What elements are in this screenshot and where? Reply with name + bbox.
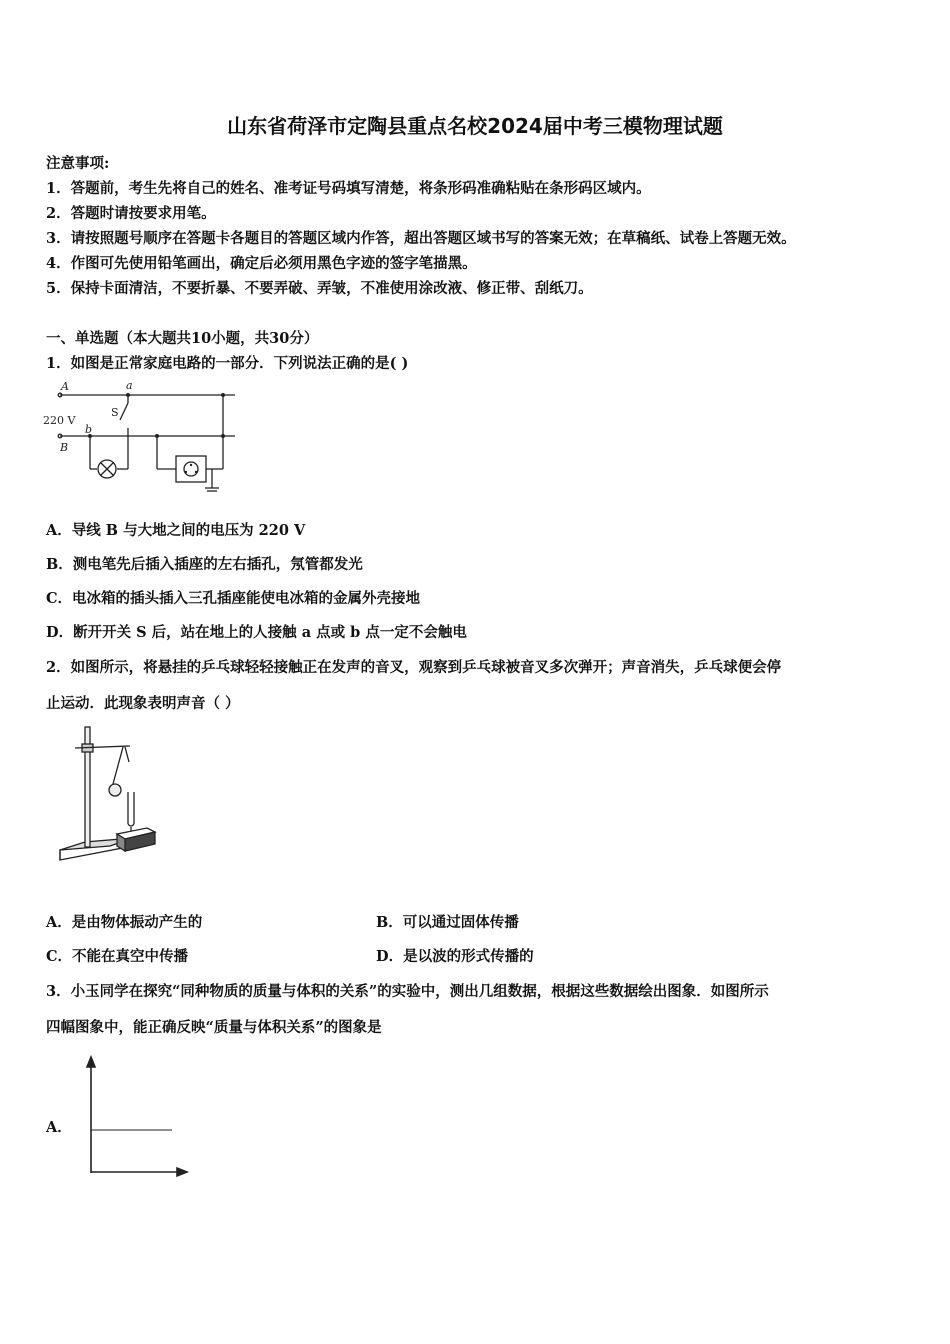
q2-option-c: C．不能在真空中传播 bbox=[46, 948, 189, 965]
tuning-fork-figure bbox=[55, 722, 165, 872]
q2-stem-line1: 2．如图所示，将悬挂的乒乓球轻轻接触正在发声的音叉，观察到乒乓球被音叉多次弹开；声音消失，乒乓球便会停 bbox=[46, 659, 782, 676]
q2-option-b: B．可以通过固体传播 bbox=[376, 914, 519, 931]
label-B: B bbox=[60, 441, 69, 454]
notice-item: 4．作图可先使用铅笔画出，确定后必须用黑色字迹的签字笔描黑。 bbox=[46, 255, 477, 272]
notice-item: 3．请按照题号顺序在答题卡各题目的答题区域内作答，超出答题区域书写的答案无效；在草稿纸、试卷上答题无效。 bbox=[46, 230, 796, 247]
notice-item: 2．答题时请按要求用笔。 bbox=[46, 205, 216, 222]
notice-heading: 注意事项: bbox=[46, 155, 110, 172]
label-a: a bbox=[126, 379, 133, 392]
section-heading: 一、单选题（本大题共10小题，共30分） bbox=[46, 330, 319, 347]
q3-stem-line1: 3．小玉同学在探究“同种物质的质量与体积的关系”的实验中，测出几组数据，根据这些数据绘出图象．如图所示 bbox=[46, 983, 769, 1000]
q2-stem-line2: 止运动．此现象表明声音（ ） bbox=[46, 695, 240, 712]
q1-option-b: B．测电笔先后插入插座的左右插孔，氖管都发光 bbox=[46, 556, 363, 573]
label-A: A bbox=[61, 380, 69, 393]
q1-option-d: D．断开开关 S 后，站在地上的人接触 a 点或 b 点一定不会触电 bbox=[46, 624, 467, 641]
q2-option-a: A．是由物体振动产生的 bbox=[46, 914, 203, 931]
label-b: b bbox=[85, 423, 93, 436]
q3-stem-line2: 四幅图象中，能正确反映“质量与体积关系”的图象是 bbox=[46, 1019, 382, 1036]
q1-option-c: C．电冰箱的插头插入三孔插座能使电冰箱的金属外壳接地 bbox=[46, 590, 421, 607]
q1-option-a: A．导线 B 与大地之间的电压为 220 V bbox=[46, 522, 306, 539]
label-voltage: 220 V bbox=[43, 414, 76, 427]
label-S: S bbox=[111, 406, 119, 419]
page-title: 山东省荷泽市定陶县重点名校2024届中考三模物理试题 bbox=[227, 114, 723, 138]
q3-graph-a bbox=[80, 1055, 195, 1180]
notice-item: 5．保持卡面清洁，不要折暴、不要弄破、弄皱，不准使用涂改液、修正带、刮纸刀。 bbox=[46, 280, 593, 297]
q1-stem: 1．如图是正常家庭电路的一部分．下列说法正确的是( ) bbox=[46, 355, 409, 372]
q3-option-a-label: A． bbox=[46, 1119, 72, 1136]
q2-option-d: D．是以波的形式传播的 bbox=[376, 948, 534, 965]
circuit-diagram bbox=[40, 378, 250, 498]
notice-item: 1．答题前，考生先将自己的姓名、准考证号码填写清楚，将条形码准确粘贴在条形码区域内。 bbox=[46, 180, 651, 197]
